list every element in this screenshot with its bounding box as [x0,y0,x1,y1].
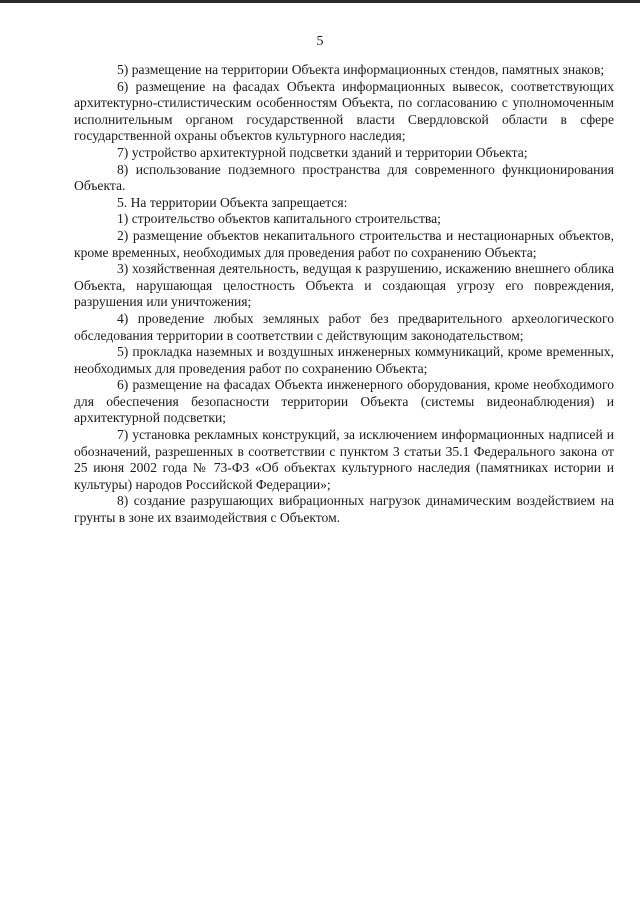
prohibited-item-7: 7) установка рекламных конструкций, за исключением информационных надписей и обозначений, разрешенных в соответствии с пунктом 3 статьи 35.1 Федерального закона от 25 июня 2002 года № 73-ФЗ «Об объектах культурного наследия (памятниках истории и культуры) народов Российской Федерации»; [74,427,614,492]
paragraph-item-8-underground: 8) использование подземного пространства для современного функционирования Объекта. [74,161,614,194]
document-body [74,62,614,527]
scan-top-edge [0,0,640,3]
paragraph-item-7-lighting: 7) устройство архитектурной подсветки зданий и территории Объекта; [117,144,528,160]
paragraph-item-6-signs: 6) размещение на фасадах Объекта информационных вывесок, соответствующих архитектурно-стилистическим особенностям Объекта, по согласованию с уполномоченным исполнительным органом государственной власти Свердловской области в сфере государственной охраны объектов культурного наследия; [74,78,614,144]
prohibited-item-6: 6) размещение на фасадах Объекта инженерного оборудования, кроме необходимого для обеспечения безопасности территории Объекта (системы видеонаблюдения) и архитектурной подсветки; [74,377,614,426]
prohibited-item-2: 2) размещение объектов некапитального строительства и нестационарных объектов, кроме временных, необходимых для проведения работ по сохранению Объекта; [74,227,614,260]
page-number: 5 [316,34,324,49]
section-5-heading: 5. На территории Объекта запрещается: [117,194,348,210]
prohibited-item-4: 4) проведение любых земляных работ без предварительного археологического обследования территории в соответствии с действующим законодательством; [74,310,614,343]
prohibited-item-3: 3) хозяйственная деятельность, ведущая к разрушению, искажению внешнего облика Объекта, нарушающая целостность Объекта и создающая угрозу его повреждения, разрушения или уничтожения; [74,261,614,310]
prohibited-item-1: 1) строительство объектов капитального строительства; [117,211,441,227]
paragraph-item-5-info-stands: 5) размещение на территории Объекта информационных стендов, памятных знаков; [117,62,605,77]
prohibited-item-8: 8) создание разрушающих вибрационных нагрузок динамическим воздействием на грунты в зоне их взаимодействия с Объектом. [74,493,614,526]
prohibited-item-5: 5) прокладка наземных и воздушных инженерных коммуникаций, кроме временных, необходимых для проведения работ по сохранению Объекта; [74,344,614,376]
